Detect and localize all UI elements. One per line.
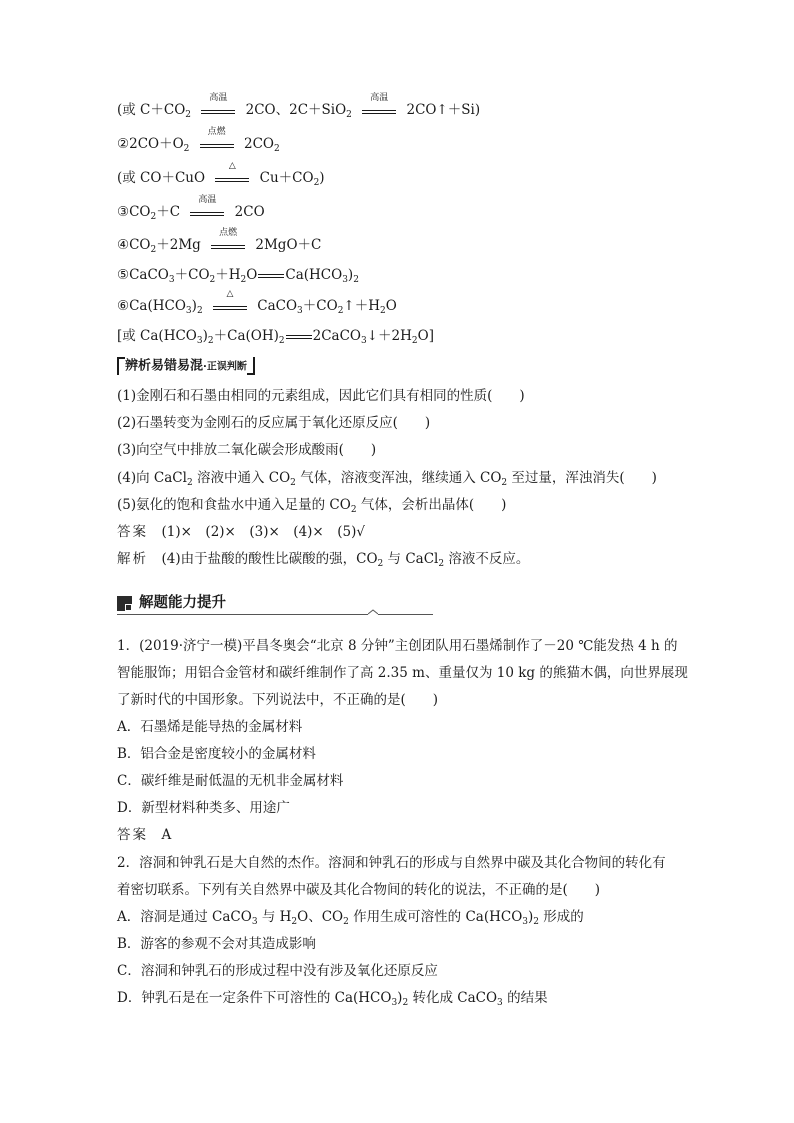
judge-item-2: (2)石墨转变为金刚石的反应属于氧化还原反应( ) — [117, 415, 431, 431]
text: (5)氨化的饱和食盐水中通入足量的 CO — [117, 497, 351, 513]
double-equals-sign — [258, 274, 284, 278]
text: ＋Ca(OH) — [213, 328, 279, 344]
text: ＋2Mg — [156, 237, 201, 253]
text: ⑥Ca(HCO — [117, 298, 186, 314]
double-equals-sign — [286, 335, 312, 339]
text: ③CO — [117, 204, 151, 220]
condition-label: 点燃 — [219, 227, 238, 238]
text: A．溶洞是通过 CaCO — [117, 909, 252, 925]
text: (4)向 CaCl — [117, 470, 187, 486]
text: ＋C — [156, 204, 181, 220]
q2-option-b: B．游客的参观不会对其造成影响 — [117, 936, 316, 952]
text: ) — [347, 267, 354, 283]
text: ) — [202, 328, 208, 344]
subscript: 2 — [150, 245, 157, 255]
subscript: 2 — [196, 306, 203, 316]
text: 气体，会析出晶体( ) — [356, 497, 507, 513]
text: (4)由于盐酸的酸性比碳酸的强，CO — [161, 551, 378, 567]
text: 的结果 — [502, 990, 548, 1006]
subscript: 3 — [196, 336, 203, 346]
subscript: 2 — [150, 212, 157, 222]
equation-alt-2 — [117, 160, 325, 188]
text: [或 Ca(HCO — [117, 328, 197, 344]
subscript: 2 — [209, 275, 216, 285]
subscript: 3 — [361, 336, 367, 346]
section-square-icon — [117, 596, 132, 611]
text: CaCO — [257, 298, 298, 314]
q2-option-d — [117, 989, 548, 1007]
text: Ca(HCO — [285, 267, 343, 283]
text: 2MgO＋C — [255, 237, 322, 253]
text: ④CO — [117, 237, 151, 253]
reaction-condition — [200, 126, 234, 154]
text: 2CO↑＋Si) — [406, 102, 481, 118]
subscript: 3 — [522, 917, 528, 927]
judge-answer — [117, 523, 365, 541]
subscript: 2 — [346, 110, 352, 120]
judge-header-subtitle: ·正误判断 — [203, 361, 247, 373]
reaction-condition — [215, 160, 249, 188]
q1-answer — [117, 826, 171, 844]
subscript: 2 — [411, 336, 418, 346]
text: ②2CO＋O — [117, 136, 184, 152]
subscript: 2 — [438, 559, 445, 569]
section-title: 解题能力提升 — [139, 595, 226, 611]
text: 溶液不反应。 — [444, 551, 530, 567]
condition-label: 高温 — [370, 92, 389, 103]
subscript: 2 — [291, 917, 298, 927]
subscript: 2 — [377, 559, 384, 569]
bracket-left — [117, 357, 125, 375]
text: 气体，溶液变浑浊，继续通入 CO — [295, 470, 502, 486]
text: 作用生成可溶性的 Ca(HCO — [348, 909, 523, 925]
text: ) — [319, 170, 325, 186]
q2-option-a — [117, 908, 584, 926]
equation-2 — [117, 126, 280, 154]
subscript: 3 — [168, 275, 175, 285]
judge-item-3: (3)向空气中排放二氧化碳会形成酸雨( ) — [117, 442, 377, 458]
judge-item-5 — [117, 496, 506, 514]
q2-line-1: 2．溶洞和钟乳石是大自然的杰作。溶洞和钟乳石的形成与自然界中碳及其化合物间的转化有 — [117, 855, 666, 871]
subscript: 2 — [313, 178, 320, 188]
judge-item-1: (1)金刚石和石墨由相同的元素组成，因此它们具有相同的性质( ) — [117, 388, 525, 404]
q1-line-1: 1．(2019·济宁一模)平昌冬奥会“北京 8 分钟”主创团队用石墨烯制作了－20 ℃能发热 4 h 的 — [117, 638, 678, 654]
subscript: 3 — [342, 275, 348, 285]
reaction-condition — [362, 92, 396, 120]
text: 2CaCO — [312, 328, 361, 344]
judge-analysis — [117, 550, 529, 568]
answer-text: A — [161, 827, 172, 843]
text: ) — [528, 909, 534, 925]
q1-option-a: A．石墨烯是能导热的金属材料 — [117, 719, 303, 735]
text: ↓＋2H — [366, 328, 412, 344]
text: ⑤CaCO — [117, 267, 169, 283]
text: Cu＋CO — [259, 170, 314, 186]
equation-3 — [117, 194, 265, 222]
reaction-condition — [211, 227, 245, 255]
equation-4 — [117, 227, 322, 255]
text: 形成的 — [539, 909, 584, 925]
q1-option-c: C．碳纤维是耐低温的无机非金属材料 — [117, 773, 344, 789]
q2-option-c: C．溶洞和钟乳石的形成过程中没有涉及氧化还原反应 — [117, 963, 438, 979]
judge-header-title: 辨析易错易混 — [125, 358, 204, 374]
bracket-right — [247, 357, 255, 375]
subscript: 2 — [402, 998, 409, 1008]
text: ↑＋H — [343, 298, 381, 314]
text: (或 CO＋CuO — [117, 170, 206, 186]
condition-label: 高温 — [198, 194, 217, 205]
reaction-condition — [213, 288, 247, 316]
judge-item-4 — [117, 469, 657, 487]
text: 溶液中通入 CO — [192, 470, 291, 486]
subscript: 2 — [273, 144, 280, 154]
text: O] — [417, 328, 434, 344]
text: O、CO — [297, 909, 344, 925]
subscript: 2 — [350, 505, 357, 515]
condition-label: 点燃 — [207, 126, 226, 137]
text: O — [385, 298, 397, 314]
text: ) — [397, 990, 403, 1006]
text: 转化成 CaCO — [408, 990, 498, 1006]
judge-header — [117, 357, 255, 375]
answer-label: 答案 — [117, 827, 148, 843]
answer-label: 答案 — [117, 524, 148, 540]
subscript: 3 — [297, 306, 303, 316]
subscript: 2 — [380, 306, 386, 316]
text: 2CO — [234, 204, 265, 220]
q1-option-b: B．铝合金是密度较小的金属材料 — [117, 746, 316, 762]
text: 2CO、2C＋SiO — [245, 102, 347, 118]
condition-label: 高温 — [209, 92, 228, 103]
condition-label: △ — [226, 288, 234, 299]
text: (或 C＋CO — [117, 102, 186, 118]
q1-option-d: D．新型材料种类多、用途广 — [117, 800, 290, 816]
subscript: 3 — [185, 306, 192, 316]
subscript: 2 — [207, 336, 214, 346]
subscript: 2 — [337, 306, 344, 316]
subscript: 3 — [391, 998, 398, 1008]
text: 与 CaCl — [383, 551, 439, 567]
subscript: 2 — [533, 917, 540, 927]
reaction-condition — [190, 194, 224, 222]
text: ＋CO — [302, 298, 338, 314]
text: 2CO — [243, 136, 274, 152]
text: 至过量，浑浊消失( ) — [507, 470, 657, 486]
rule-notch-icon — [368, 609, 378, 615]
equation-alt-1 — [117, 92, 481, 120]
subscript: 2 — [186, 478, 193, 488]
subscript: 2 — [183, 144, 190, 154]
text: ＋H — [215, 267, 241, 283]
subscript: 3 — [251, 917, 258, 927]
condition-label: △ — [228, 160, 236, 171]
text: 与 H — [257, 909, 292, 925]
subscript: 2 — [343, 917, 349, 927]
text: O — [246, 267, 258, 283]
section-header — [117, 593, 433, 617]
reaction-condition — [201, 92, 235, 120]
answer-text: (1)× (2)× (3)× (4)× (5)√ — [161, 524, 365, 540]
subscript: 3 — [497, 998, 503, 1008]
q2-line-2: 着密切联系。下列有关自然界中碳及其化合物间的转化的说法，不正确的是( ) — [117, 882, 601, 898]
q1-line-3: 了新时代的中国形象。下列说法中，不正确的是( ) — [117, 692, 439, 708]
subscript: 2 — [278, 336, 285, 346]
equation-5 — [117, 266, 359, 284]
subscript: 2 — [290, 478, 296, 488]
equation-6 — [117, 288, 397, 316]
subscript: 2 — [501, 478, 508, 488]
text: ＋CO — [174, 267, 210, 283]
analysis-label: 解析 — [117, 551, 148, 567]
text: ) — [191, 298, 197, 314]
text: D．钟乳石是在一定条件下可溶性的 Ca(HCO — [117, 990, 392, 1006]
section-rule — [117, 614, 433, 615]
subscript: 2 — [353, 275, 359, 285]
equation-alt-3 — [117, 327, 434, 345]
subscript: 2 — [240, 275, 247, 285]
subscript: 2 — [185, 110, 192, 120]
q1-line-2: 智能服饰；用铝合金管材和碳纤维制作了高 2.35 m、重量仅为 10 kg 的熊猫木偶，向世界展现 — [117, 665, 688, 681]
